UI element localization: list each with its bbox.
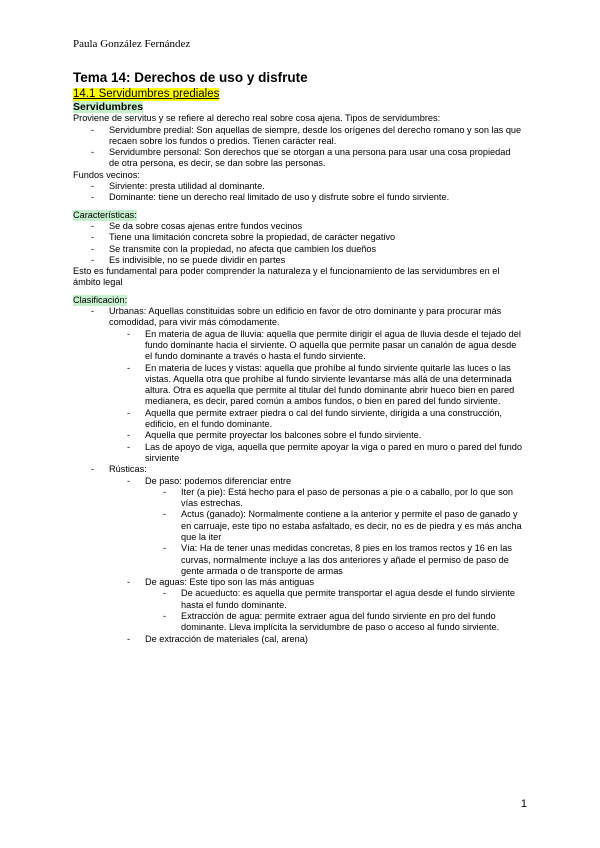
list-item-text: Es indivisible, no se puede dividir en partes bbox=[109, 254, 286, 265]
list-item-text: Se da sobre cosas ajenas entre fundos vecinos bbox=[109, 220, 303, 231]
dash-bullet: - bbox=[91, 232, 95, 243]
list-item bbox=[73, 577, 523, 588]
list-item-text: Las de apoyo de viga, aquella que permite apoyar la viga o pared en muro o pared del fundo sirviente bbox=[145, 441, 522, 463]
list-item-text: Urbanas: Aquellas constituidas sobre un edificio en favor de otro dominante y para procurar más comodidad, para vivir más cómodamente. bbox=[109, 306, 502, 328]
list-item-text: Servidumbre predial: Son aquellas de siempre, desde los orígenes del derecho romano y son las que recaen sobre los fundos o predios. Tienen carácter real. bbox=[109, 124, 522, 146]
section-heading: 14.1 Servidumbres prediales bbox=[73, 88, 220, 100]
list-item-text: Sirviente: presta utilidad al dominante. bbox=[109, 181, 265, 192]
list-item bbox=[73, 192, 523, 203]
dash-bullet: - bbox=[91, 192, 95, 203]
dash-bullet: - bbox=[127, 328, 131, 339]
fundos-label: Fundos vecinos: bbox=[73, 169, 140, 180]
intro-paragraph: Proviene de servitus y se refiere al derecho real sobre cosa ajena. Tipos de servidumbres: bbox=[73, 113, 441, 124]
list-item bbox=[73, 408, 523, 431]
dash-bullet: - bbox=[163, 611, 167, 622]
list-item-text: En materia de agua de lluvia: aquella que permite dirigir el agua de lluvia desde el tejado del fundo dominante hacia el sirviente. O aquella que permite pasar un canalón de agua desde el fundo dominante a través o hasta el fundo sirviente. bbox=[145, 328, 521, 362]
dash-bullet: - bbox=[127, 362, 131, 373]
dash-bullet: - bbox=[91, 181, 95, 192]
list-item-text: Se transmite con la propiedad, no afecta que cambien los dueños bbox=[109, 243, 377, 254]
list-item bbox=[73, 634, 523, 645]
dash-bullet: - bbox=[91, 464, 95, 475]
list-item bbox=[73, 147, 523, 170]
list-item bbox=[73, 232, 523, 243]
list-item-text: Extracción de agua: permite extraer agua del fundo sirviente en pro del fundo dominante. Lleva implícita la servidumbre de paso o acceso al fundo sirviente. bbox=[181, 611, 500, 633]
dash-bullet: - bbox=[91, 306, 95, 317]
list-item bbox=[73, 363, 523, 408]
list-item-text: Dominante: tiene un derecho real limitado de uso y disfrute sobre el fundo sirviente. bbox=[109, 192, 450, 203]
dash-bullet: - bbox=[127, 430, 131, 441]
header-author: Paula González Fernández bbox=[73, 38, 191, 50]
dash-bullet: - bbox=[127, 577, 131, 588]
list-item-text: Aquella que permite proyectar los balcones sobre el fundo sirviente. bbox=[145, 430, 422, 441]
list-item bbox=[73, 487, 523, 510]
list-item bbox=[73, 430, 523, 441]
dash-bullet: - bbox=[91, 124, 95, 135]
list-item bbox=[73, 611, 523, 634]
dash-bullet: - bbox=[163, 588, 167, 599]
list-item bbox=[73, 329, 523, 363]
dash-bullet: - bbox=[91, 147, 95, 158]
list-item bbox=[73, 125, 523, 148]
list-item bbox=[73, 181, 523, 192]
list-item-text: De paso: podemos diferenciar entre bbox=[145, 475, 292, 486]
dash-bullet: - bbox=[91, 220, 95, 231]
list-item-text: Vía: Ha de tener unas medidas concretas, 8 pies en los tramos rectos y 16 en las curvas, normalmente incluye a las dos anteriores y añade el permiso de paso de gente armada o de transporte de armas bbox=[181, 543, 512, 576]
list-item bbox=[73, 476, 523, 487]
dash-bullet: - bbox=[127, 633, 131, 644]
list-item bbox=[73, 306, 523, 329]
dash-bullet: - bbox=[127, 475, 131, 486]
list-item-text: De acueducto: es aquella que permite transportar el agua desde el fundo sirviente hasta el fundo dominante. bbox=[181, 588, 516, 610]
list-item bbox=[73, 509, 523, 543]
subsection-heading: Servidumbres bbox=[73, 101, 144, 113]
dash-bullet: - bbox=[91, 254, 95, 265]
clasificacion-label: Clasificación: bbox=[73, 294, 128, 305]
list-item-text: De extracción de materiales (cal, arena) bbox=[145, 633, 308, 644]
list-item-text: Iter (a pie): Está hecho para el paso de personas a pie o a caballo, por lo que son vías estrechas. bbox=[181, 486, 513, 509]
dash-bullet: - bbox=[127, 407, 131, 418]
list-item bbox=[73, 255, 523, 266]
dash-bullet: - bbox=[163, 486, 167, 497]
list-item bbox=[73, 221, 523, 232]
list-item bbox=[73, 464, 523, 475]
list-item bbox=[73, 588, 523, 611]
list-item-text: De aguas: Este tipo son las más antiguas bbox=[145, 577, 315, 588]
list-item-text: Aquella que permite extraer piedra o cal del fundo sirviente, dirigida a una construcción, edificio, en el fundo dominante. bbox=[145, 407, 502, 430]
list-item-text: Actus (ganado): Normalmente contiene a la anterior y permite el paso de ganado y en carruaje, este tipo no estaba asfaltado, es decir, no es de piedra y es más ancha que la iter bbox=[181, 509, 522, 542]
dash-bullet: - bbox=[163, 543, 167, 554]
page-number: 1 bbox=[520, 798, 527, 810]
dash-bullet: - bbox=[127, 441, 131, 452]
list-item-text: Rústicas: bbox=[109, 464, 147, 475]
page-title: Tema 14: Derechos de uso y disfrute bbox=[73, 70, 308, 85]
list-item bbox=[73, 543, 523, 577]
fundamental-paragraph: Esto es fundamental para poder comprender la naturaleza y el funcionamiento de las servidumbres en el ámbito legal bbox=[73, 266, 500, 288]
list-item-text: Tiene una limitación concreta sobre la propiedad, de carácter negativo bbox=[109, 232, 396, 243]
caracteristicas-label: Características: bbox=[73, 209, 137, 220]
list-item-text: Servidumbre personal: Son derechos que se otorgan a una persona para usar una cosa propiedad de otra persona, es decir, se dan sobre las personas. bbox=[109, 147, 511, 169]
list-item-text: En materia de luces y vistas: aquella que prohíbe al fundo sirviente quitarle las luces o las vistas. Aquella otra que prohíbe al fundo sirviente levantarse más allá de una determinada altura. Otra es aquella que permite al titular del fundo dominante abrir hueco bien en pared medianera, es decir, pared común a ambos fundos, o bien en pared del fundo sirviente. bbox=[145, 362, 515, 407]
list-item bbox=[73, 442, 523, 465]
document-body bbox=[73, 70, 523, 645]
list-item bbox=[73, 244, 523, 255]
dash-bullet: - bbox=[163, 509, 167, 520]
dash-bullet: - bbox=[91, 243, 95, 254]
